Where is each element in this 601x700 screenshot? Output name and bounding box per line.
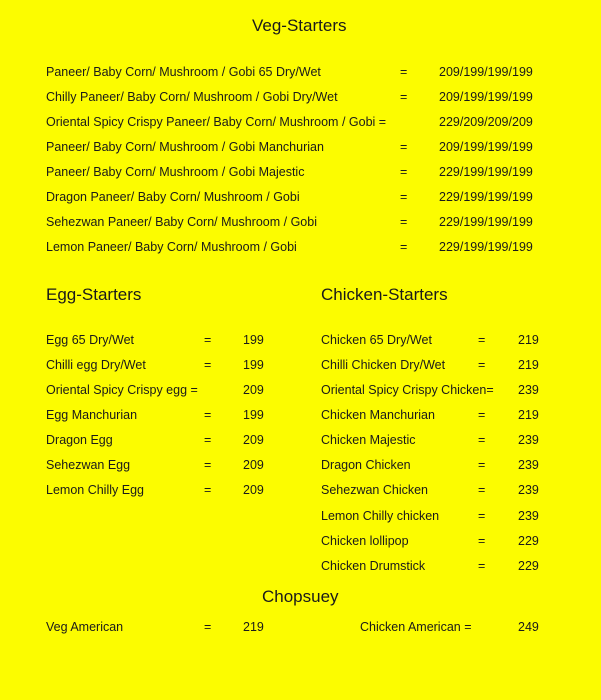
veg-item-name: Paneer/ Baby Corn/ Mushroom / Gobi Majestic: [46, 165, 305, 179]
veg-item-equals: =: [400, 65, 408, 79]
chicken-starters-title: Chicken-Starters: [321, 285, 448, 304]
chicken-item-price: 229: [518, 559, 539, 573]
chicken-item-name: Oriental Spicy Crispy Chicken=: [321, 383, 494, 397]
egg-item-equals: =: [204, 358, 212, 372]
veg-starters-title: Veg-Starters: [252, 16, 347, 35]
egg-item-price: 209: [243, 383, 264, 397]
veg-item-price: 209/199/199/199: [439, 65, 533, 79]
egg-item-price: 199: [243, 358, 264, 372]
egg-item-price: 199: [243, 333, 264, 347]
egg-item-equals: =: [204, 458, 212, 472]
veg-item-equals: =: [400, 190, 408, 204]
egg-item-name: Chilli egg Dry/Wet: [46, 358, 146, 372]
egg-item-equals: =: [204, 333, 212, 347]
veg-item-equals: =: [400, 240, 408, 254]
chicken-item-price: 239: [518, 433, 539, 447]
veg-item-equals: =: [400, 215, 408, 229]
chopsuey-title: Chopsuey: [262, 587, 339, 606]
egg-item-equals: =: [204, 433, 212, 447]
egg-item-price: 209: [243, 483, 264, 497]
chopsuey-chicken-price: 249: [518, 620, 539, 634]
veg-item-name: Paneer/ Baby Corn/ Mushroom / Gobi 65 Dry/Wet: [46, 65, 321, 79]
veg-item-equals: =: [400, 90, 408, 104]
veg-item-equals: =: [400, 140, 408, 154]
egg-item-equals: =: [204, 483, 212, 497]
egg-item-name: Oriental Spicy Crispy egg =: [46, 383, 198, 397]
chicken-item-equals: =: [478, 559, 486, 573]
egg-item-price: 209: [243, 458, 264, 472]
chopsuey-veg-name: Veg American: [46, 620, 124, 634]
chopsuey-veg-equals: =: [204, 620, 212, 634]
veg-item-price: 229/199/199/199: [439, 165, 533, 179]
chopsuey-veg-price: 219: [243, 620, 264, 634]
chicken-item-equals: =: [478, 534, 486, 548]
egg-item-equals: =: [204, 408, 212, 422]
veg-item-name: Lemon Paneer/ Baby Corn/ Mushroom / Gobi: [46, 240, 297, 254]
egg-item-name: Sehezwan Egg: [46, 458, 131, 472]
chicken-item-price: 239: [518, 509, 539, 523]
veg-item-price: 229/209/209/209: [439, 115, 533, 129]
chicken-item-equals: =: [478, 509, 486, 523]
chicken-item-name: Dragon Chicken: [321, 458, 411, 472]
egg-item-price: 209: [243, 433, 264, 447]
veg-item-name: Paneer/ Baby Corn/ Mushroom / Gobi Manchurian: [46, 140, 324, 154]
veg-item-name: Sehezwan Paneer/ Baby Corn/ Mushroom / Gobi: [46, 215, 317, 229]
chicken-item-name: Chicken Manchurian: [321, 408, 435, 422]
chicken-item-price: 229: [518, 534, 539, 548]
veg-item-price: 229/199/199/199: [439, 215, 533, 229]
egg-starters-title: Egg-Starters: [46, 285, 142, 304]
chicken-item-price: 239: [518, 383, 539, 397]
egg-item-name: Egg 65 Dry/Wet: [46, 333, 135, 347]
veg-item-price: 229/199/199/199: [439, 190, 533, 204]
chicken-item-price: 239: [518, 483, 539, 497]
chicken-item-equals: =: [478, 358, 486, 372]
veg-item-price: 229/199/199/199: [439, 240, 533, 254]
egg-item-name: Egg Manchurian: [46, 408, 138, 422]
egg-item-name: Dragon Egg: [46, 433, 113, 447]
chicken-item-name: Chicken Drumstick: [321, 559, 426, 573]
chicken-item-name: Chicken Majestic: [321, 433, 416, 447]
chicken-item-equals: =: [478, 433, 486, 447]
chicken-item-name: Sehezwan Chicken: [321, 483, 429, 497]
chicken-item-price: 239: [518, 458, 539, 472]
chicken-item-price: 219: [518, 333, 539, 347]
chicken-item-name: Lemon Chilly chicken: [321, 509, 440, 523]
egg-item-price: 199: [243, 408, 264, 422]
egg-item-name: Lemon Chilly Egg: [46, 483, 144, 497]
veg-item-equals: =: [400, 165, 408, 179]
chicken-item-equals: =: [478, 458, 486, 472]
chicken-item-name: Chicken 65 Dry/Wet: [321, 333, 432, 347]
chicken-item-equals: =: [478, 408, 486, 422]
chicken-item-equals: =: [478, 483, 486, 497]
chicken-item-price: 219: [518, 408, 539, 422]
veg-item-price: 209/199/199/199: [439, 90, 533, 104]
chicken-item-name: Chilli Chicken Dry/Wet: [321, 358, 446, 372]
veg-item-price: 209/199/199/199: [439, 140, 533, 154]
veg-item-name: Oriental Spicy Crispy Paneer/ Baby Corn/ Mushroom / Gobi =: [46, 115, 387, 129]
chicken-item-price: 219: [518, 358, 539, 372]
veg-item-name: Dragon Paneer/ Baby Corn/ Mushroom / Gobi: [46, 190, 300, 204]
veg-item-name: Chilly Paneer/ Baby Corn/ Mushroom / Gobi Dry/Wet: [46, 90, 338, 104]
chicken-item-equals: =: [478, 333, 486, 347]
chicken-item-name: Chicken lollipop: [321, 534, 409, 548]
chopsuey-chicken-name: Chicken American =: [360, 620, 472, 634]
